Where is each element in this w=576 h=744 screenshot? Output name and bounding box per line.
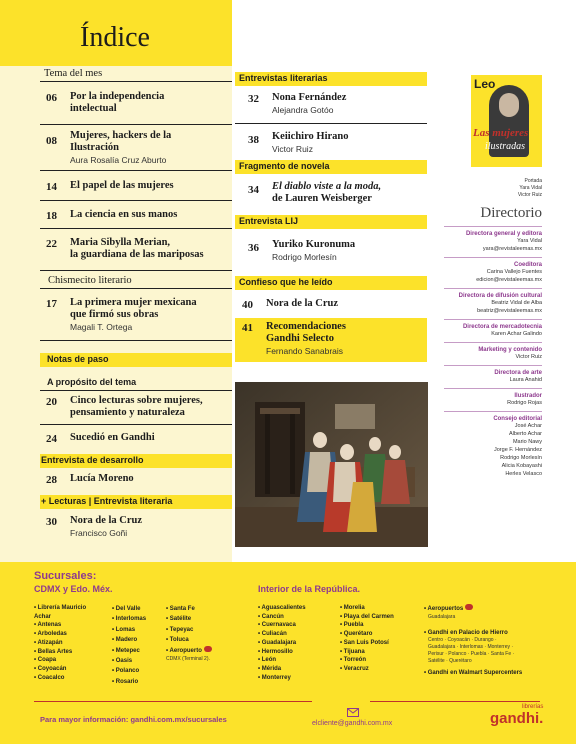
role-consejo-editorial: Consejo editorial José Achar Alberto Achar Mario Nawy Jorge F. Hernández Rodrigo Morlesín Alicia Kobayashi Herles Velasco (493, 416, 542, 477)
entry-author: Aura Rosalía Cruz Aburto (70, 155, 167, 165)
branch-list-col3: • Santa Fe • Satélite • Tepeyac • Toluca • Aeropuerto CDMX (Terminal 2). (166, 606, 210, 663)
directory-list (444, 226, 542, 478)
divider (40, 288, 232, 289)
page-number: 40 (242, 299, 253, 311)
email-link[interactable]: elcliente@gandhi.com.mx (312, 720, 393, 727)
page-number: 32 (248, 93, 259, 105)
divider (40, 170, 232, 171)
divider (40, 270, 232, 271)
page-number: 24 (46, 433, 57, 445)
footer-title: Sucursales: (34, 570, 97, 582)
role-mercadotecnia: Directora de mercadotecnia Karen Achar Galindo (462, 324, 542, 337)
illustration-women-printing (235, 382, 428, 547)
entry-title: Keiichiro Hirano (272, 131, 349, 142)
page-number: 06 (46, 92, 57, 104)
section-entrevista-lij: Entrevista LIJ (239, 216, 299, 226)
page-number: 17 (46, 298, 57, 310)
divider (40, 390, 232, 391)
branch-list-col4: • Aguascalientes • Cancún • Cuernavaca • Culiacán • Guadalajara • Hermosillo • León • Mérida • Monterrey (258, 605, 306, 681)
cover-brand: Leo (474, 77, 496, 91)
section-chismecito-literario: Chismecito literario (48, 275, 132, 286)
info-url-link[interactable]: gandhi.com.mx/sucursales (130, 715, 227, 724)
entry-title: La ciencia en sus manos (70, 209, 178, 220)
entry-title: Mujeres, hackers de la Ilustración (70, 130, 172, 153)
section-entrevista-desarrollo: Entrevista de desarrollo (41, 455, 144, 465)
gandhi-logo[interactable] (490, 704, 543, 726)
entry-title: El papel de las mujeres (70, 180, 174, 191)
cover-caption: Portada Yara Vidal Victor Ruiz (517, 178, 542, 198)
cover-headline: Las mujeres (473, 127, 529, 139)
footer-divider (34, 701, 312, 702)
page-number: 36 (248, 242, 259, 254)
logo-small-text: librerías (521, 704, 544, 710)
branch-list-col1: • Librería Mauricio Achar • Antenas • Arboledas • Atizapán • Bellas Artes • Coapa • Coyoacán • Coacalco (34, 605, 87, 681)
section-mas-lecturas: + Lecturas | Entrevista literaria (41, 496, 173, 506)
branch-list-col6: • Aeropuertos Guadalajara • Gandhi en Palacio de Hierro Centro · Coyoacán · Durango · Guadalajara · Interlomas · Monterrey · Perisur · Polanco · Puebla · Santa Fe · Satélite · Querétaro • Gandhi en Walmart Supercenters (424, 606, 523, 677)
entry-author: Victor Ruiz (272, 144, 313, 154)
entry-title: Sucedió en Gandhi (70, 432, 155, 443)
section-notas-de-paso: Notas de paso (47, 354, 109, 364)
page-number: 08 (46, 135, 57, 147)
section-entrevistas-literarias: Entrevistas literarias (239, 73, 328, 83)
airplane-icon (204, 646, 212, 652)
page-number: 14 (46, 181, 57, 193)
role-difusion-cultural: Directora de difusión cultural Beatriz Vidal de Alba beatriz@revistaleemas.mx (458, 293, 542, 314)
divider (235, 123, 427, 124)
entry-author: Rodrigo Morlesín (272, 252, 337, 262)
page-number: 38 (248, 134, 259, 146)
entry-title: La primera mujer mexicana que firmó sus obras (70, 297, 197, 320)
role-directora-arte: Directora de arte Laura Anahid (494, 370, 542, 383)
mail-icon (347, 708, 359, 717)
footer-interior-title: Interior de la República. (258, 584, 361, 594)
section-fragmento-novela: Fragmento de novela (239, 161, 330, 171)
section-confieso: Confieso que he leído (239, 277, 333, 287)
section-tema-del-mes: Tema del mes (44, 68, 103, 79)
role-marketing: Marketing y contenido Victor Ruiz (478, 347, 542, 360)
info-line (40, 715, 227, 724)
role-directora-general: Directora general y editora Yara Vidal yara@revistaleemas.mx (465, 231, 542, 252)
role-ilustrador: Ilustrador Rodrigo Rojas (507, 393, 542, 406)
divider (40, 424, 232, 425)
directory-title: Directorio (480, 205, 542, 221)
divider (40, 200, 232, 201)
divider (40, 228, 232, 229)
entry-title: Nora de la Cruz (70, 515, 143, 526)
page-number: 41 (242, 322, 253, 334)
entry-title: Yuriko Kuronuma (272, 239, 356, 250)
page-number: 20 (46, 396, 57, 408)
info-label: Para mayor información: (40, 715, 129, 724)
airplane-icon (465, 604, 473, 610)
page-number: 28 (46, 474, 57, 486)
entry-author: Francisco Goñi (70, 528, 128, 538)
yellow-accent-top (0, 0, 40, 4)
branch-list-col5: • Morelia • Playa del Carmen • Puebla • Querétaro • San Luis Potosí • Tijuana • Torreón • Veracruz (340, 605, 394, 672)
entry-title: Nona Fernández (272, 92, 347, 103)
divider (40, 340, 232, 341)
footer-cdmx-title: CDMX y Edo. Méx. (34, 584, 113, 594)
page-number: 22 (46, 238, 57, 250)
role-coeditora: Coeditora Carina Vallejo Fuentes edicion@revistaleemas.mx (476, 262, 542, 283)
entry-title: Maria Sibylla Merian, la guardiana de las mariposas (70, 237, 204, 260)
entry-title: Por la independencia intelectual (70, 91, 165, 114)
entry-title: Lucía Moreno (70, 473, 134, 484)
page-number: 30 (46, 516, 57, 528)
page-title: Índice (80, 22, 150, 53)
branch-list-col2: • Del Valle • Interlomas • Lomas • Madero • Metepec • Oasis • Polanco • Rosario (112, 606, 147, 685)
entry-title: Recomendaciones Gandhi Selecto (266, 321, 346, 344)
entry-title: Nora de la Cruz (266, 298, 339, 309)
page-number: 34 (248, 184, 259, 196)
entry-author: Magali T. Ortega (70, 322, 133, 332)
divider (40, 124, 232, 125)
logo-big-text: gandhi. (490, 710, 544, 727)
footer-divider (370, 701, 540, 702)
entry-title: Cinco lecturas sobre mujeres, pensamiento y naturaleza (70, 395, 203, 418)
entry-author: Alejandra Gotóo (272, 105, 334, 115)
entry-title: El diablo viste a la moda, de Lauren Weisberger (272, 181, 382, 204)
divider (40, 81, 232, 82)
cover-subhead: ilustradas (485, 141, 526, 152)
entry-author: Fernando Sanabrais (266, 346, 344, 356)
page-number: 18 (46, 210, 57, 222)
magazine-cover[interactable] (471, 75, 542, 167)
subsection-a-proposito: A propósito del tema (47, 377, 137, 387)
